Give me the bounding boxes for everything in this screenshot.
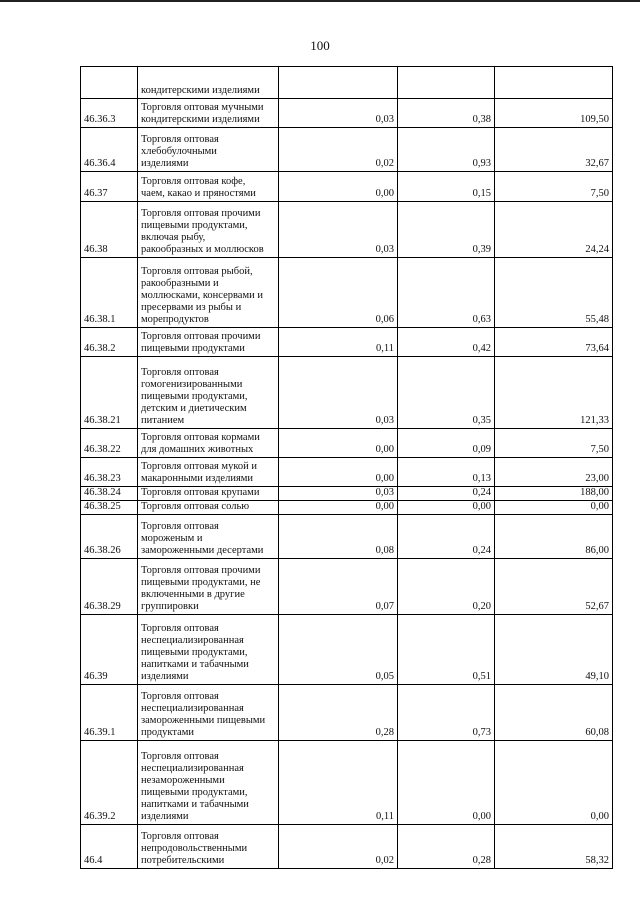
name-cell-text: Торговля оптовая мукой и макаронными изделиями [141,461,258,484]
code-cell-text: 46.38.24 [84,487,121,498]
value-cell-2 [398,67,495,99]
value-cell-3 [495,458,613,487]
name-cell-text: кондитерскими изделиями [141,85,260,96]
value-cell-1 [279,458,398,487]
table-row [81,328,613,357]
value-cell-2-text: 0,63 [472,314,491,325]
code-cell [81,825,138,869]
name-cell [138,328,279,357]
page-number: 100 [310,38,330,53]
value-cell-3-text: 55,48 [585,314,609,325]
value-cell-2 [398,99,495,128]
value-cell-1-text: 0,03 [375,415,394,426]
name-cell [138,128,279,172]
name-cell-text: Торговля оптовая неспециализированная замороженными пищевыми продуктами [141,691,266,738]
value-cell-1 [279,825,398,869]
value-cell-1-text: 0,11 [376,343,394,354]
value-cell-3 [495,357,613,429]
value-cell-3-text: 7,50 [590,188,609,199]
value-cell-2-text: 0,51 [472,671,491,682]
table-row [81,258,613,328]
value-cell-3-text: 49,10 [585,671,609,682]
code-cell-text: 46.38.26 [84,545,121,556]
name-cell [138,741,279,825]
value-cell-1-text: 0,00 [375,473,394,484]
value-cell-1 [279,357,398,429]
code-cell-text: 46.38 [84,244,108,255]
table-row [81,128,613,172]
value-cell-2 [398,458,495,487]
table-row [81,515,613,559]
name-cell [138,825,279,869]
value-cell-1 [279,99,398,128]
value-cell-3 [495,429,613,458]
table-row [81,501,613,515]
value-cell-1 [279,515,398,559]
code-cell [81,458,138,487]
value-cell-3-text: 52,67 [585,601,609,612]
value-cell-3-text: 32,67 [585,158,609,169]
table-row [81,825,613,869]
code-cell [81,487,138,501]
code-cell [81,67,138,99]
value-cell-1 [279,258,398,328]
value-cell-2 [398,172,495,202]
value-cell-1-text: 0,05 [375,671,394,682]
value-cell-2 [398,515,495,559]
value-cell-1 [279,128,398,172]
value-cell-2-text: 0,15 [472,188,491,199]
table-body [81,67,613,869]
name-cell [138,559,279,615]
value-cell-2 [398,741,495,825]
code-cell-text: 46.38.21 [84,415,121,426]
value-cell-2-text: 0,13 [472,473,491,484]
code-cell [81,258,138,328]
name-cell-text: Торговля оптовая неспециализированная незамороженными пищевыми продуктами, напитками и табачными изделиями [141,751,249,822]
value-cell-2-text: 0,00 [472,501,491,512]
table-row [81,487,613,501]
value-cell-2-text: 0,38 [472,114,491,125]
table-row [81,202,613,258]
value-cell-2 [398,685,495,741]
value-cell-1 [279,685,398,741]
value-cell-1-text: 0,00 [375,188,394,199]
value-cell-2 [398,258,495,328]
table-row [81,685,613,741]
value-cell-3-text: 109,50 [580,114,609,125]
value-cell-3 [495,328,613,357]
value-cell-2-text: 0,35 [472,415,491,426]
value-cell-1-text: 0,03 [375,244,394,255]
value-cell-3-text: 23,00 [585,473,609,484]
code-cell-text: 46.38.2 [84,343,116,354]
value-cell-1 [279,501,398,515]
value-cell-1 [279,429,398,458]
value-cell-3 [495,202,613,258]
name-cell-text: Торговля оптовая рыбой, ракообразными и моллюсками, консервами и пресервами из рыбы и морепродуктов [141,266,263,325]
value-cell-2 [398,487,495,501]
name-cell-text: Торговля оптовая неспециализированная пищевыми продуктами, напитками и табачными изделиями [141,623,249,682]
name-cell-text: Торговля оптовая прочими пищевыми продуктами, не включенными в другие группировки [141,565,261,612]
value-cell-2-text: 0,24 [472,545,491,556]
value-cell-3-text: 0,00 [590,811,609,822]
code-cell-text: 46.38.25 [84,501,121,512]
value-cell-3 [495,559,613,615]
table-row [81,357,613,429]
code-cell-text: 46.37 [84,188,108,199]
value-cell-2 [398,501,495,515]
value-cell-1-text: 0,07 [375,601,394,612]
code-cell-text: 46.39.2 [84,811,116,822]
value-cell-1-text: 0,06 [375,314,394,325]
value-cell-3 [495,825,613,869]
value-cell-3-text: 24,24 [585,244,609,255]
value-cell-2-text: 0,73 [472,727,491,738]
value-cell-3-text: 188,00 [580,487,609,498]
value-cell-2 [398,328,495,357]
value-cell-3 [495,172,613,202]
code-cell [81,328,138,357]
value-cell-3 [495,128,613,172]
code-cell-text: 46.38.29 [84,601,121,612]
value-cell-3-text: 58,32 [585,855,609,866]
value-cell-1 [279,202,398,258]
value-cell-2-text: 0,93 [472,158,491,169]
value-cell-2 [398,825,495,869]
name-cell-text: Торговля оптовая прочими пищевыми продуктами, включая рыбу, ракообразных и моллюсков [141,208,264,255]
code-cell [81,741,138,825]
value-cell-3 [495,741,613,825]
value-cell-2-text: 0,09 [472,444,491,455]
value-cell-2 [398,429,495,458]
value-cell-1-text: 0,08 [375,545,394,556]
value-cell-3 [495,258,613,328]
value-cell-1-text: 0,02 [375,158,394,169]
name-cell-text: Торговля оптовая кофе, чаем, какао и пряностями [141,176,256,199]
value-cell-1-text: 0,28 [375,727,394,738]
value-cell-3 [495,685,613,741]
code-cell-text: 46.4 [84,855,103,866]
value-cell-1-text: 0,03 [375,487,394,498]
code-cell [81,559,138,615]
value-cell-2-text: 0,00 [472,811,491,822]
name-cell [138,429,279,458]
value-cell-2-text: 0,20 [472,601,491,612]
name-cell [138,67,279,99]
value-cell-1 [279,487,398,501]
value-cell-3 [495,487,613,501]
name-cell [138,258,279,328]
name-cell [138,357,279,429]
code-cell [81,501,138,515]
top-rule [0,0,640,2]
name-cell-text: Торговля оптовая гомогенизированными пищевыми продуктами, детским и диетическим питанием [141,367,248,426]
value-cell-3-text: 0,00 [590,501,609,512]
code-cell-text: 46.38.23 [84,473,121,484]
code-cell [81,615,138,685]
table-row [81,67,613,99]
name-cell-text: Торговля оптовая кормами для домашних животных [141,432,260,455]
value-cell-2 [398,357,495,429]
value-cell-1 [279,559,398,615]
value-cell-1 [279,615,398,685]
table-row [81,741,613,825]
value-cell-3 [495,67,613,99]
name-cell [138,458,279,487]
name-cell [138,99,279,128]
code-cell [81,128,138,172]
code-cell-text: 46.39.1 [84,727,116,738]
value-cell-3 [495,515,613,559]
value-cell-1 [279,741,398,825]
table-row [81,429,613,458]
value-cell-2-text: 0,39 [472,244,491,255]
value-cell-1-text: 0,00 [375,501,394,512]
name-cell [138,515,279,559]
value-cell-2-text: 0,42 [472,343,491,354]
table-row [81,458,613,487]
name-cell [138,487,279,501]
value-cell-2 [398,128,495,172]
value-cell-2-text: 0,24 [472,487,491,498]
code-cell-text: 46.36.4 [84,158,116,169]
name-cell-text: Торговля оптовая хлебобулочными изделиями [141,134,219,169]
value-cell-3 [495,615,613,685]
name-cell-text: Торговля оптовая солью [141,501,250,512]
name-cell [138,202,279,258]
value-cell-2 [398,559,495,615]
value-cell-1-text: 0,03 [375,114,394,125]
code-cell-text: 46.38.22 [84,444,121,455]
name-cell [138,685,279,741]
value-cell-3 [495,501,613,515]
name-cell [138,615,279,685]
code-cell [81,357,138,429]
code-cell-text: 46.38.1 [84,314,116,325]
code-cell-text: 46.39 [84,671,108,682]
name-cell-text: Торговля оптовая мороженым и замороженными десертами [141,521,264,556]
value-cell-1-text: 0,11 [376,811,394,822]
value-cell-2-text: 0,28 [472,855,491,866]
code-cell [81,202,138,258]
data-table [80,66,613,869]
value-cell-1 [279,328,398,357]
value-cell-1-text: 0,00 [375,444,394,455]
name-cell-text: Торговля оптовая непродовольственными потребительскими [141,831,248,866]
code-cell [81,429,138,458]
value-cell-3-text: 60,08 [585,727,609,738]
value-cell-1 [279,172,398,202]
table-row [81,559,613,615]
code-cell [81,172,138,202]
value-cell-1 [279,67,398,99]
code-cell [81,99,138,128]
name-cell [138,172,279,202]
value-cell-2 [398,615,495,685]
table-row [81,172,613,202]
value-cell-3-text: 7,50 [590,444,609,455]
name-cell-text: Торговля оптовая крупами [141,487,260,498]
name-cell-text: Торговля оптовая мучными кондитерскими изделиями [141,102,264,125]
name-cell-text: Торговля оптовая прочими пищевыми продуктами [141,331,261,354]
code-cell [81,685,138,741]
value-cell-3-text: 121,33 [580,415,609,426]
table-row [81,615,613,685]
value-cell-3 [495,99,613,128]
code-cell-text: 46.36.3 [84,114,116,125]
value-cell-1-text: 0,02 [375,855,394,866]
value-cell-3-text: 86,00 [585,545,609,556]
name-cell [138,501,279,515]
table-row [81,99,613,128]
code-cell [81,515,138,559]
value-cell-3-text: 73,64 [585,343,609,354]
value-cell-2 [398,202,495,258]
